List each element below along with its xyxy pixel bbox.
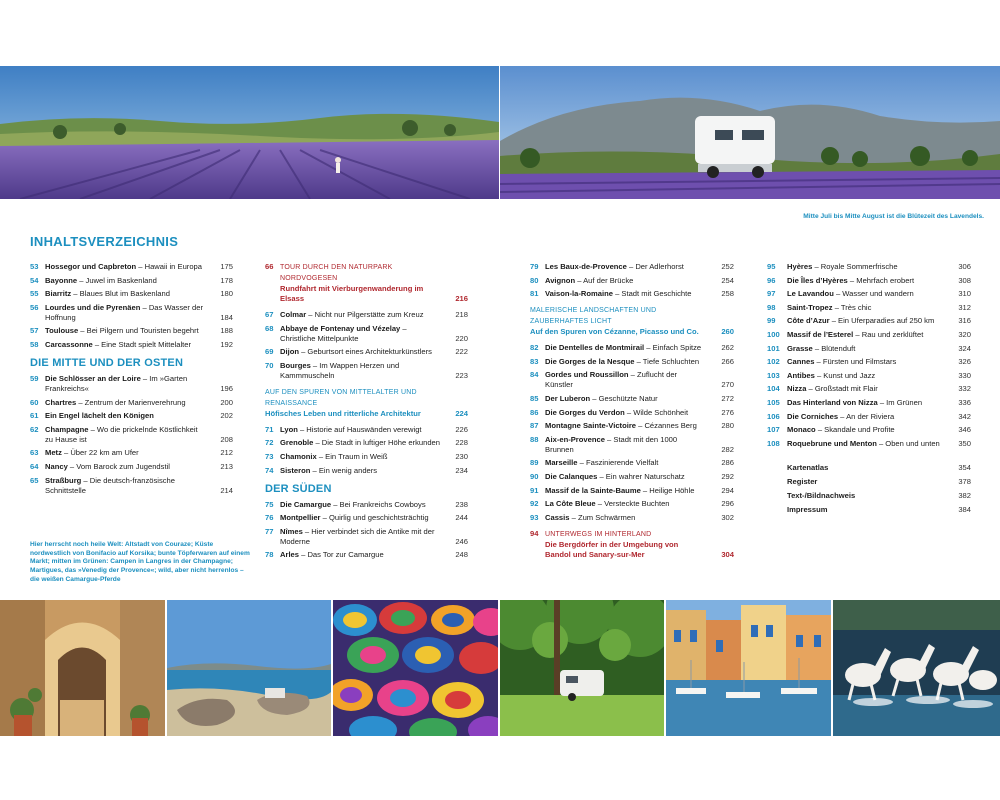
toc-column-1 bbox=[30, 262, 233, 499]
page-number: 342 bbox=[958, 411, 971, 421]
toc-column-4 bbox=[767, 262, 971, 519]
page-number: 188 bbox=[220, 326, 233, 336]
page-number: 202 bbox=[220, 411, 233, 421]
page-number: 192 bbox=[220, 339, 233, 349]
toc-entry[interactable]: 80 Avignon – Auf der Brücke 254 bbox=[530, 275, 734, 285]
page-number: 260 bbox=[721, 327, 734, 337]
page-number: 238 bbox=[455, 499, 468, 509]
toc-entry[interactable]: 56 Lourdes und die Pyrenäen – Das Wasser der Hoffnung 184 bbox=[30, 302, 233, 322]
page-number: 272 bbox=[721, 393, 734, 403]
toc-entry[interactable]: 70 Bourges – Im Wappen Herzen und Kammmuscheln 223 bbox=[265, 360, 468, 380]
page-number: 262 bbox=[721, 343, 734, 353]
photo-caption: Hier herrscht noch heile Welt: Altstadt von Couraze; Küste nordwestlich von Bonifacio auf Korsika; bunte Töpferwaren auf einem Markt; mitten im Grünen: Campen in Langres in der Champagne; Martigues, das »Venedig der Provence«; wild, aber nicht herrenlos – die weißen Camargue-Pferde bbox=[30, 541, 250, 583]
page-number: 332 bbox=[958, 384, 971, 394]
toc-entry[interactable]: 107 Monaco – Skandale und Profite 346 bbox=[767, 425, 971, 435]
toc-entry[interactable]: 55 Biarritz – Blaues Blut im Baskenland 180 bbox=[30, 289, 233, 299]
page-number: 320 bbox=[958, 329, 971, 339]
page-number: 218 bbox=[455, 310, 468, 319]
page-number: 214 bbox=[220, 485, 233, 495]
page-number: 224 bbox=[455, 408, 468, 418]
toc-entry[interactable]: 64 Nancy – Vom Barock zum Jugendstil 213 bbox=[30, 461, 233, 471]
toc-entry[interactable]: 63 Metz – Über 22 km am Ufer 212 bbox=[30, 448, 233, 458]
page-number: 196 bbox=[220, 383, 233, 393]
camargue-horses-photo bbox=[833, 600, 1000, 736]
toc-entry[interactable]: 78 Arles – Das Tor zur Camargue 248 bbox=[265, 550, 468, 560]
tour-entry[interactable]: 66 TOUR DURCH DEN NATURPARK NORDVOGESEN Rundfahrt mit Vierburgenwanderung im Elsass 216 bbox=[265, 262, 468, 303]
toc-entry[interactable]: 69 Dijon – Geburtsort eines Architekturkünstlers 222 bbox=[265, 347, 468, 357]
toc-entry[interactable]: 71 Lyon – Historie auf Hauswänden verewigt 226 bbox=[265, 424, 468, 434]
page-number: 302 bbox=[721, 512, 734, 522]
toc-entry[interactable]: 74 Sisteron – Ein wenig anders 234 bbox=[265, 465, 468, 475]
page-number: 244 bbox=[455, 513, 468, 523]
toc-entry[interactable]: 65 Straßburg – Die deutsch-französische Schnittstelle 214 bbox=[30, 475, 233, 495]
toc-column-3 bbox=[530, 262, 734, 566]
page-number: 246 bbox=[455, 536, 468, 546]
toc-entry[interactable]: 53 Hossegor und Capbreton – Hawaii in Europa 175 bbox=[30, 262, 233, 271]
toc-entry[interactable]: 90 Die Calanques – Ein wahrer Naturschatz 292 bbox=[530, 471, 734, 481]
camper-lavender-photo bbox=[500, 66, 1000, 199]
page-number: 350 bbox=[958, 438, 971, 448]
page-number: 330 bbox=[958, 370, 971, 380]
section-heading: DER SÜDEN bbox=[265, 482, 332, 495]
page-number: 324 bbox=[958, 343, 971, 353]
page-number: 354 bbox=[958, 462, 971, 472]
page-number: 382 bbox=[958, 490, 971, 500]
page-number: 378 bbox=[958, 476, 971, 486]
toc-entry[interactable]: 86 Die Gorges du Verdon – Wilde Schönheit 276 bbox=[530, 407, 734, 417]
page-number: 384 bbox=[958, 504, 971, 514]
page-number: 296 bbox=[721, 499, 734, 509]
toc-entry[interactable]: 84 Gordes und Roussillon – Zuflucht der Künstler 270 bbox=[530, 370, 734, 390]
page-number: 222 bbox=[455, 347, 468, 357]
tour-entry[interactable]: 94 UNTERWEGS IM HINTERLAND Die Bergdörfer in der Umgebung von Bandol und Sanary-sur-Mer 304 bbox=[530, 528, 734, 559]
page-number: 175 bbox=[220, 262, 233, 271]
page-number: 280 bbox=[721, 421, 734, 431]
toc-entry[interactable]: 88 Aix-en-Provence – Stadt mit den 1000 Brunnen 282 bbox=[530, 434, 734, 454]
toc-entry[interactable]: 82 Die Dentelles de Montmirail – Einfach Spitze 262 bbox=[530, 343, 734, 353]
toc-entry[interactable]: 83 Die Gorges de la Nesque – Tiefe Schluchten 266 bbox=[530, 356, 734, 366]
toc-entry[interactable]: 58 Carcassonne – Eine Stadt spielt Mittelalter 192 bbox=[30, 339, 233, 349]
toc-title: INHALTSVERZEICHNIS bbox=[30, 234, 179, 249]
toc-entry[interactable]: 73 Chamonix – Ein Traum in Weiß 230 bbox=[265, 451, 468, 461]
toc-entry[interactable]: 59 Die Schlösser an der Loire – Im »Garten Frankreichs« 196 bbox=[30, 373, 233, 393]
toc-entry[interactable]: 105 Das Hinterland von Nizza – Im Grünen 336 bbox=[767, 397, 971, 407]
page-number: 258 bbox=[721, 289, 734, 299]
toc-entry[interactable]: 77 Nîmes – Hier verbindet sich die Antike mit der Moderne 246 bbox=[265, 526, 468, 546]
pottery-market-photo bbox=[333, 600, 498, 736]
lavender-field-photo bbox=[0, 66, 499, 199]
appendix-entry[interactable]: Text-/Bildnachweis 382 bbox=[787, 490, 971, 500]
page-number: 200 bbox=[220, 397, 233, 407]
toc-entry[interactable]: 104 Nizza – Großstadt mit Flair 332 bbox=[767, 384, 971, 394]
toc-entry[interactable]: 101 Grasse – Blütenduft 324 bbox=[767, 343, 971, 353]
toc-entry[interactable]: 79 Les Baux-de-Provence – Der Adlerhorst 252 bbox=[530, 262, 734, 271]
toc-entry[interactable]: 67 Colmar – Nicht nur Pilgerstätte zum Kreuz 218 bbox=[265, 310, 468, 319]
toc-entry[interactable]: 96 Die Îles d’Hyères – Mehrfach erobert 308 bbox=[767, 275, 971, 285]
toc-entry[interactable]: 93 Cassis – Zum Schwärmen 302 bbox=[530, 512, 734, 522]
page-number: 226 bbox=[455, 424, 468, 434]
toc-entry[interactable]: 87 Montagne Sainte-Victoire – Cézannes Berg 280 bbox=[530, 421, 734, 431]
toc-entry[interactable]: 106 Die Corniches – An der Riviera 342 bbox=[767, 411, 971, 421]
page-number: 213 bbox=[220, 461, 233, 471]
toc-entry[interactable]: 62 Champagne – Wo die prickelnde Köstlichkeit zu Hause ist 208 bbox=[30, 424, 233, 444]
toc-entry[interactable]: 103 Antibes – Kunst und Jazz 330 bbox=[767, 370, 971, 380]
toc-entry[interactable]: 81 Vaison-la-Romaine – Stadt mit Geschichte 258 bbox=[530, 289, 734, 299]
appendix-entry[interactable]: Register 378 bbox=[787, 476, 971, 486]
appendix-list bbox=[767, 463, 971, 515]
page-number: 266 bbox=[721, 356, 734, 366]
page-number: 292 bbox=[721, 471, 734, 481]
page-number: 310 bbox=[958, 289, 971, 299]
appendix-entry[interactable]: Kartenatlas 354 bbox=[787, 462, 971, 472]
toc-entry[interactable]: 99 Côte d’Azur – Ein Uferparadies auf 250 km 316 bbox=[767, 316, 971, 326]
page-number: 306 bbox=[958, 262, 971, 271]
toc-entry[interactable]: 91 Massif de la Sainte-Baume – Heilige Höhle 294 bbox=[530, 485, 734, 495]
page-number: 254 bbox=[721, 275, 734, 285]
toc-entry[interactable]: 98 Saint-Tropez – Très chic 312 bbox=[767, 302, 971, 312]
page-number: 248 bbox=[455, 550, 468, 560]
section-heading: DIE MITTE UND DER OSTEN bbox=[30, 356, 184, 369]
appendix-entry[interactable]: Impressum 384 bbox=[787, 504, 971, 514]
toc-entry[interactable]: 85 Der Luberon – Geschützte Natur 272 bbox=[530, 393, 734, 403]
toc-entry[interactable]: 108 Roquebrune und Menton – Oben und unten 350 bbox=[767, 438, 971, 448]
toc-entry[interactable]: 60 Chartres – Zentrum der Marienverehrung 200 bbox=[30, 397, 233, 407]
page-number: 286 bbox=[721, 458, 734, 468]
page-number: 252 bbox=[721, 262, 734, 271]
page-number: 178 bbox=[220, 275, 233, 285]
page-number: 212 bbox=[220, 448, 233, 458]
toc-entry[interactable]: 75 Die Camargue – Bei Frankreichs Cowboys 238 bbox=[265, 499, 468, 509]
page-number: 220 bbox=[455, 333, 468, 343]
page-number: 316 bbox=[958, 316, 971, 326]
corsica-coast-photo bbox=[167, 600, 331, 736]
page-number: 282 bbox=[721, 444, 734, 454]
page-number: 270 bbox=[721, 380, 734, 390]
martigues-canal-photo bbox=[666, 600, 831, 736]
page-number: 276 bbox=[721, 407, 734, 417]
toc-entry[interactable]: 89 Marseille – Faszinierende Vielfalt 286 bbox=[530, 458, 734, 468]
toc-entry[interactable]: 95 Hyères – Royale Sommerfrische 306 bbox=[767, 262, 971, 271]
page-number: 223 bbox=[455, 370, 468, 380]
tour-entry[interactable]: AUF DEN SPUREN VON MITTELALTER UND RENAISSANCE Höfisches Leben und ritterliche Architektur 224 bbox=[265, 388, 468, 418]
toc-entry[interactable]: 97 Le Lavandou – Wasser und wandern 310 bbox=[767, 289, 971, 299]
old-town-alley-photo bbox=[0, 600, 165, 736]
camping-green-photo bbox=[500, 600, 664, 736]
page-number: 180 bbox=[220, 289, 233, 299]
toc-entry[interactable]: 92 La Côte Bleue – Versteckte Buchten 296 bbox=[530, 499, 734, 509]
toc-entry[interactable]: 76 Montpellier – Quirlig und geschichtsträchtig 244 bbox=[265, 513, 468, 523]
page-number: 308 bbox=[958, 275, 971, 285]
toc-entry[interactable]: 54 Bayonne – Juwel im Baskenland 178 bbox=[30, 275, 233, 285]
toc-entry[interactable]: 61 Ein Engel lächelt den Königen 202 bbox=[30, 411, 233, 421]
toc-entry[interactable]: 68 Abbaye de Fontenay und Vézelay – Christliche Mittelpunkte 220 bbox=[265, 323, 468, 343]
page-number: 230 bbox=[455, 451, 468, 461]
page-number: 234 bbox=[455, 465, 468, 475]
page-number: 216 bbox=[455, 294, 468, 303]
toc-entry[interactable]: 100 Massif de l’Esterel – Rau und zerklüftet 320 bbox=[767, 329, 971, 339]
page-number: 346 bbox=[958, 425, 971, 435]
page-number: 312 bbox=[958, 302, 971, 312]
toc-entry[interactable]: 57 Toulouse – Bei Pilgern und Touristen begehrt 188 bbox=[30, 326, 233, 336]
tour-entry[interactable]: MALERISCHE LANDSCHAFTEN UND ZAUBERHAFTES LICHT Auf den Spuren von Cézanne, Picasso und Co. 260 bbox=[530, 307, 734, 337]
page-number: 228 bbox=[455, 438, 468, 448]
toc-entry[interactable]: 72 Grenoble – Die Stadt in luftiger Höhe erkunden 228 bbox=[265, 438, 468, 448]
page-number: 294 bbox=[721, 485, 734, 495]
page-number: 336 bbox=[958, 397, 971, 407]
toc-column-2 bbox=[265, 262, 468, 564]
page-number: 304 bbox=[721, 549, 734, 559]
page-number: 208 bbox=[220, 434, 233, 444]
page-number: 184 bbox=[220, 312, 233, 322]
lavender-caption: Mitte Juli bis Mitte August ist die Blütezeit des Lavendels. bbox=[803, 213, 984, 220]
page-number: 326 bbox=[958, 357, 971, 367]
toc-entry[interactable]: 102 Cannes – Fürsten und Filmstars 326 bbox=[767, 357, 971, 367]
